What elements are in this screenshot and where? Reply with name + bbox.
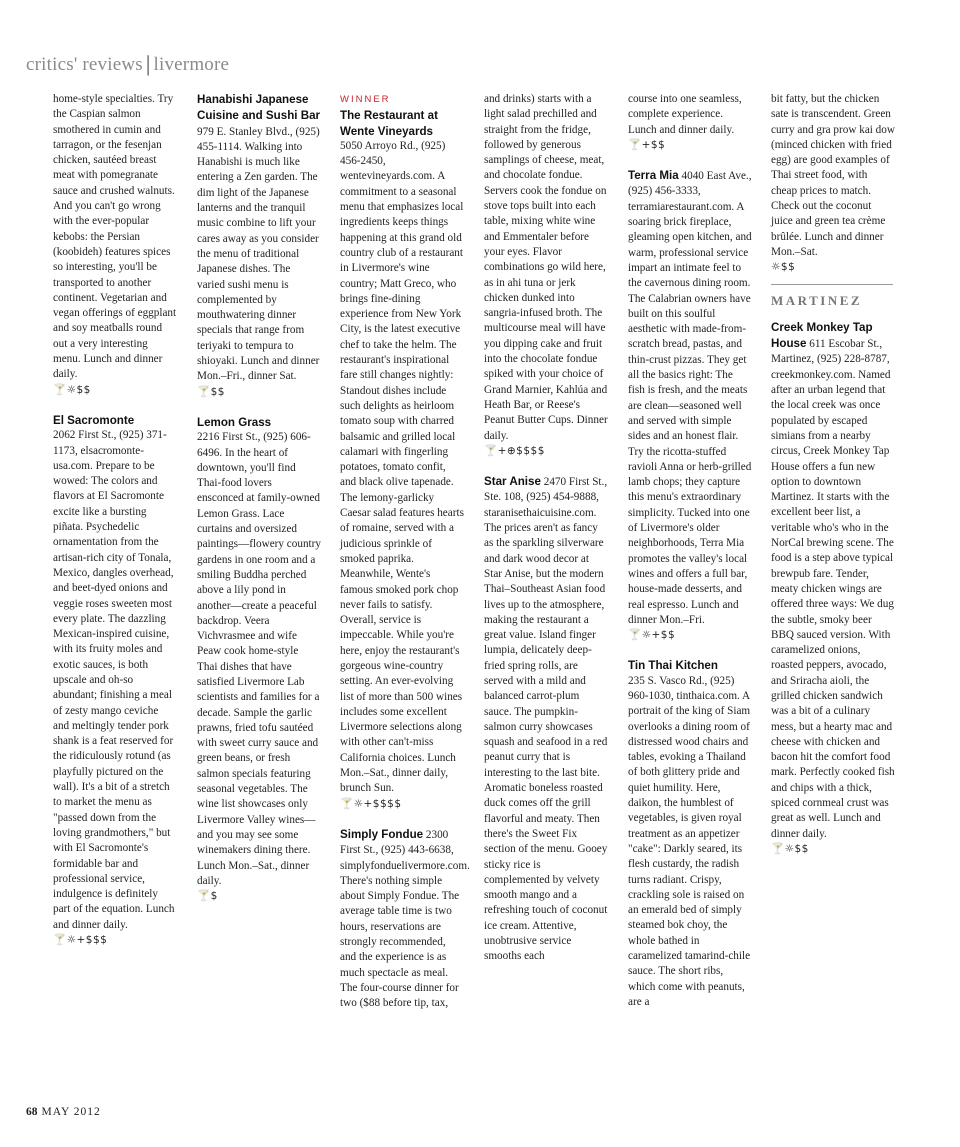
review-text: 4040 East Ave., (925) 456-3333, terramiarestaurant.com. A soaring brick fireplace, gleaming open kitchen, and warm, professional service impart an intimate feel to the cavernous dining room. The Calabrian owners have built on this soulful aesthetic with made-from-scratch bread, pastas, and thin-crust pizzas. They get all the basics right: The fish is fresh, and the meats are clean—seasoned well and served with simple sides and an honest flair. Try the ricotta-stuffed ravioli Anna or herb-grilled lamb chops; they capture this menu's extraordinary simplicity. Tucked into one of Livermore's older neighborhoods, Terra Mia promotes the valley's local wines and offers a full bar, house-made desserts, and real espresso. Lunch and dinner Mon.–Fri. [628,170,752,626]
review-text: 235 S. Vasco Rd., (925) 960-1030, tinthaica.com. A portrait of the king of Siam overlooks a dining room of distressed wood chairs and tables, evoking a Thailand of both glittery pride and quiet humility. Here, daikon, the humblest of vegetables, is given royal treatment as an appetizer "cake": Darkly seared, its flesh custardy, the radish turns radiant. Crispy, crackling sole is raised on an emerald bed of simply steamed bok choy, the whole bathed in caramelized tamarind-chile sauce. The short ribs, which come with peanuts, are a [628,674,751,1008]
rating-icons: 🍸+⊕$$$$ [484,444,545,457]
rating-icons: 🍸☼$$ [53,383,91,396]
venue-name: Terra Mia [628,169,679,183]
rating-icons: 🍸+$$ [628,138,666,151]
review-text: 2470 First St., Ste. 108, (925) 454-9888, staranisethaicuisine.com. The prices aren't as fancy as the sparkling silverware and dark wood decor at Star Anise, but the modern Thai–Southeast Asian food lives up to the atmosphere, making the restaurant a great value. Island finger lumpia, delicately deep-fried spring rolls, are served with a mild and balanced carrot-plum sauce. The pumpkin-salmon curry showcases squash and seafood in a red peanut curry that is interesting to the last bite. Aromatic boneless roasted duck comes off the grill flavorful and meaty. Then there's the Sweet Fix section of the menu. Gooey sticky rice is complemented by velvety smooth mango and a refreshing touch of coconut ice cream. Attentive, unobtrusive service smooths each [484,476,608,963]
city-label: livermore [153,54,230,75]
page-footer [26,1106,101,1118]
review-entry [197,92,321,385]
review-text: course into one seamless, complete experience. Lunch and dinner daily. [628,93,742,136]
column-6 [771,92,895,857]
column-1 [53,92,177,948]
venue-name: Simply Fondue [340,827,424,841]
rating-icons: 🍸$$ [197,385,225,398]
review-entry [340,827,470,1012]
review-text: 979 E. Stanley Blvd., (925) 455-1114. Walking into Hanabishi is much like entering a Zen garden. The dim light of the Japanese lanterns and the tranquil music combine to lift your cares away as you consider the menu of traditional Japanese dishes. The varied sushi menu is complemented by mouthwatering dinner specials that range from teriyaki to tempura to shioyaki. Lunch and dinner Mon.–Fri., dinner Sat. [197,125,320,383]
city-heading: MARTINEZ [771,292,863,308]
column-3 [340,92,470,1012]
review-text: 2216 First St., (925) 606-6496. In the heart of downtown, you'll find Thai-food lovers ensconced at family-owned Lemon Grass. Lace curtains and oversized paintings—flowery country gardens in one room and a smiling Buddha perched above a lily pond in another—create a peaceful backdrop. Veera Vichvrasmee and wife Peaw cook home-style Thai dishes that have satisfied Livermore Lab scientists and families for a decade. Sample the garlic prawns, fried tofu sautéed with sweet curry sauce and green beans, or fresh salmon specials featuring seasonal vegetables. The wine list showcases only Livermore Valley wines—and you may see some winemakers dining there. Lunch Mon.–Sat., dinner daily. [197,431,321,887]
review-text: 2062 First St., (925) 371-1173, elsacromonte-usa.com. Prepare to be wowed: The colors and flavors at El Sacromonte excite like a bursting piñata. Psychedelic ornamentation from the artisan-rich city of Tonala, Mexico, dangles overhead, and beet-dyed onions and veggie roses sweeten most every plate. The dazzling Mexican-inspired cuisine, with its fruity moles and exotic sauces, is both upscale and oh-so abundant; finishing a meal of zesty mango ceviche and meltingly tender pork shank is a feat reserved for the ridiculously rotund (as playfully pictured on the wall). It's a bit of a stretch to market the menu as "passed down from the loving grandmothers," but with El Sacromonte's formidable bar and professional service, indulgence is definitely part of the equation. Lunch and dinner daily. [53,429,175,931]
section-label: critics' reviews [26,54,143,75]
review-entry [771,320,895,842]
rating-icons: 🍸$ [197,890,218,903]
page-header [26,50,229,76]
review-text: home-style specialties. Try the Caspian salmon smothered in cumin and tarragon, or the fesenjan chicken, sautéed breast meat with pomegranate sauce and crushed walnuts. And you can't go wrong with the ever-popular kebobs: the Persian (koobideh) features spices so interesting, you'll be transported to another continent. Vegetarian and vegan offerings of eggplant and soy meatballs round out a very interesting menu. Lunch and dinner daily. [53,93,177,381]
venue-name: Tin Thai Kitchen [628,659,718,673]
review-entry [484,474,608,965]
venue-name: El Sacromonte [53,413,135,427]
rating-icons: ☼$$ [771,261,796,274]
page-number: 68 [26,1106,38,1118]
review-text: 611 Escobar St., Martinez, (925) 228-8787, creekmonkey.com. Named after an urban legend that the local creek was once populated by escaped simians from a nearby circus, Creek Monkey Tap House offers a fun new option to downtown Martinez. It starts with the excellent beer list, a veritable who's who in the NorCal brewing scene. The food is a step above typical brewpub fare. Tender, meaty chicken wings are offered three ways: We dug the subtle, smoky beer BBQ sauced version. With caramelized onions, roasted peppers, avocado, and Sriracha aioli, the grilled chicken sandwich was a bit of a culinary mess, but a hearty mac and cheese with chicken and bacon hit the comfort food mark. Perfectly cooked fish and chips with a thick, spiced cornmeal crust was great as well. Lunch and dinner daily. [771,338,895,840]
divider [771,284,893,285]
rating-icons: 🍸☼$$ [771,842,809,855]
review-text: 2300 First St., (925) 443-6638, simplyfonduelivermore.com. There's nothing simple about Simply Fondue. The average table time is two hours, reservations are strongly recommended, and the experience is as much spectacle as meal. The four-course dinner for two ($88 before tip, tax, [340,828,470,1010]
venue-name: Star Anise [484,475,541,489]
review-entry [628,168,752,628]
winner-label: WINNER [340,94,391,105]
venue-name: Hanabishi Japanese Cuisine and Sushi Bar [197,93,321,123]
review-text: 5050 Arroyo Rd., (925) 456-2450, wentevineyards.com. A commitment to a seasonal menu that emphasizes local ingredients keeps things happening at this grand old country club of a restaurant in Livermore's wine country; Matt Greco, who brings fine-dining experience from New York City, is the latest executive chef to take the helm. The restaurant's inspirational fare still changes nightly: Standout dishes include such delights as heirloom tomato soup with charred balsamic and grilled local calamari with fingerling potatoes, tomato confit, and black olive tapenade. The lemony-garlicky Caesar salad features hearts of romaine, served with a judicious sprinkle of smoked paprika. Meanwhile, Wente's famous smoked pork chop never fails to satisfy. Overall, service is impeccable. While you're here, enjoy the restaurant's gorgeous wine-country setting. An ever-evolving list of more than 500 wines includes some excellent Livermore selections along with other can't-miss California choices. Lunch Mon.–Sat., dinner daily, brunch Sun. [340,139,464,795]
rating-icons: 🍸☼+$$$$ [340,797,402,810]
column-2 [197,92,321,904]
rating-icons: 🍸☼+$$$ [53,934,108,947]
venue-name: Creek Monkey Tap House [771,320,873,351]
issue-date: MAY 2012 [41,1106,101,1118]
venue-name: The Restaurant at Wente Vineyards [340,109,438,138]
review-text: and drinks) starts with a light salad prechilled and straight from the fridge, followed by generous samplings of cheese, meat, and chocolate fondue. Servers cook the fondue on stove tops built into each table, mixing white wine and Emmentaler before your eyes. Flavor combinations go wild here, as in ahi tuna or jerk chicken dunked into sangria-infused broth. The multicourse meal will have you dipping cake and fruit into the chocolate fondue spiked with your choice of Grand Marnier, Kahlúa and Heath Bar, or Reese's Peanut Butter Cups. Dinner daily. [484,93,608,442]
review-text: bit fatty, but the chicken sate is transcendent. Green curry and gra prow kai dow (minced chicken with fried egg) are good examples of Thai street food, with cheap prices to match. Check out the coconut juice and green tea crème brûlée. Lunch and dinner Mon.–Sat. [771,93,895,258]
header-separator: | [145,51,151,76]
rating-icons: 🍸☼+$$ [628,629,676,642]
column-4 [484,92,608,965]
venue-name: Lemon Grass [197,415,272,429]
column-5 [628,92,752,1010]
